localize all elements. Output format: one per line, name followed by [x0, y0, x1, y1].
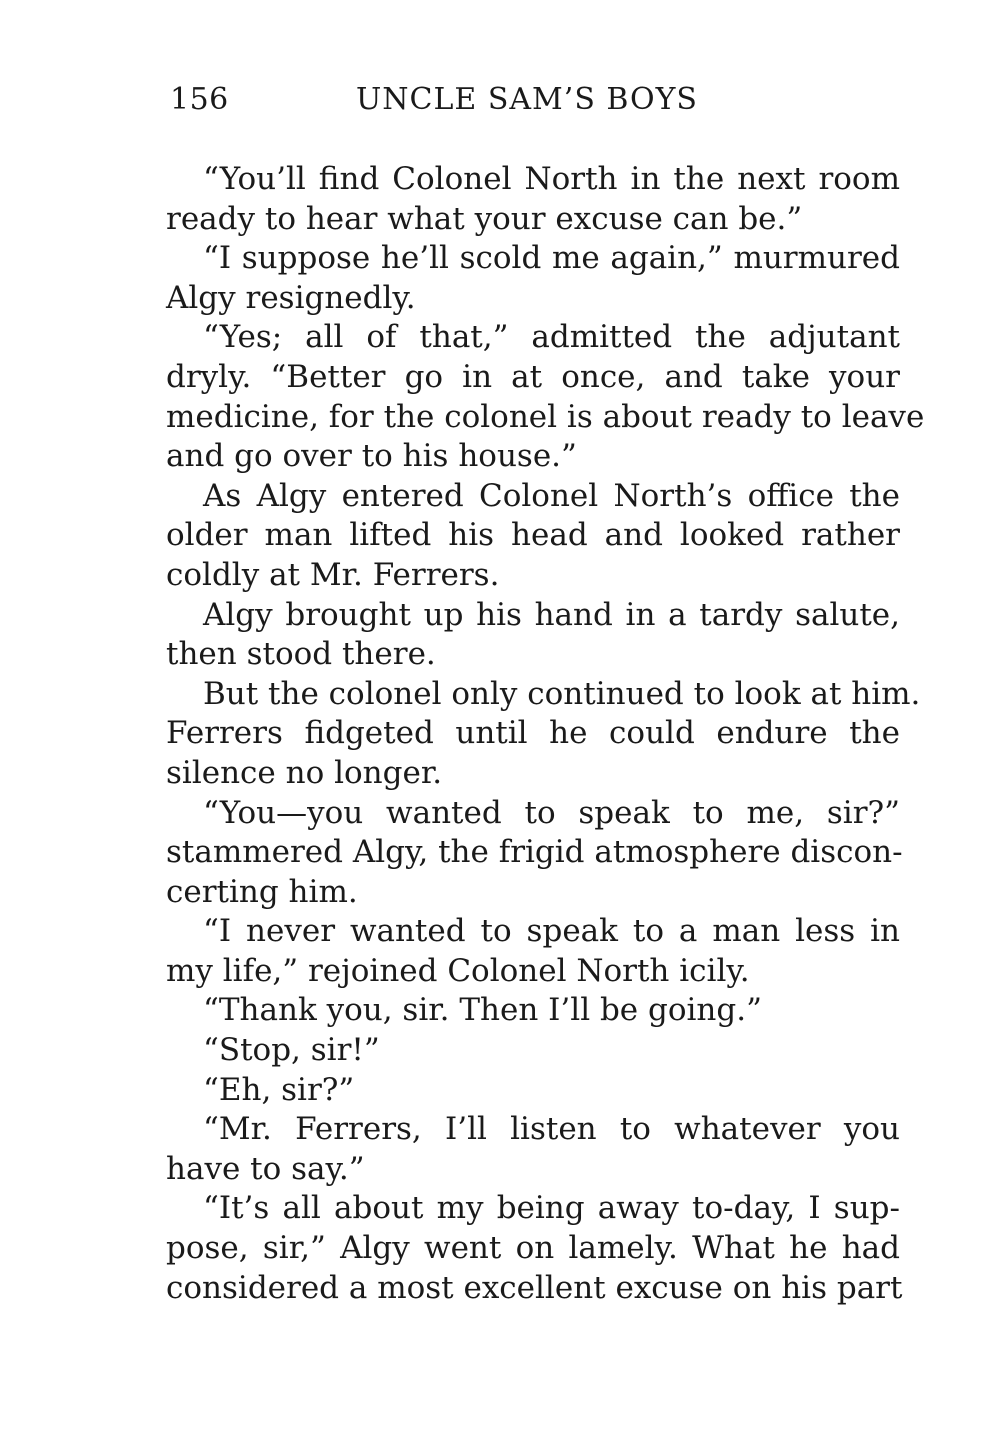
text-line: “You’ll find Colonel North in the next room	[203, 161, 900, 197]
text-line: As Algy entered Colonel North’s office the	[203, 477, 900, 514]
text-line: “Mr. Ferrers, I’ll listen to whatever you	[203, 1111, 900, 1148]
text-line: then stood there.	[166, 636, 436, 673]
text-line: “Yes; all of that,” admitted the adjutant	[203, 319, 900, 356]
text-line: “I suppose he’ll scold me again,” murmured	[203, 240, 900, 277]
text-line: stammered Algy, the frigid atmosphere discon-	[166, 834, 903, 871]
text-line: silence no longer.	[166, 754, 443, 791]
text-line: “Stop, sir!”	[203, 1032, 380, 1069]
running-title: UNCLE SAM’S BOYS	[356, 82, 698, 117]
text-line: Algy brought up his hand in a tardy salute,	[203, 596, 900, 633]
text-line: medicine, for the colonel is about ready to leave	[166, 398, 925, 435]
text-line: Algy resignedly.	[166, 279, 416, 316]
text-line: have to say.”	[166, 1150, 365, 1187]
text-line: “I never wanted to speak to a man less in	[203, 913, 900, 950]
text-line: pose, sir,” Algy went on lamely. What he had	[166, 1230, 900, 1267]
text-line: dryly. “Better go in at once, and take your	[166, 358, 900, 395]
text-line: older man lifted his head and looked rather	[166, 517, 900, 554]
text-line: and go over to his house.”	[166, 438, 577, 475]
text-line: considered a most excellent excuse on his part	[166, 1269, 903, 1306]
running-head	[170, 80, 730, 120]
text-line: But the colonel only continued to look at him.	[203, 675, 921, 712]
text-line: “Thank you, sir. Then I’ll be going.”	[203, 992, 762, 1029]
text-line: certing him.	[166, 873, 358, 910]
text-line: “Eh, sir?”	[203, 1071, 355, 1108]
text-line: coldly at Mr. Ferrers.	[166, 556, 500, 593]
page-number: 156	[170, 82, 229, 117]
text-line: “It’s all about my being away to-day, I sup-	[203, 1190, 900, 1227]
text-line: Ferrers fidgeted until he could endure the	[166, 715, 900, 752]
text-line: my life,” rejoined Colonel North icily.	[166, 952, 750, 989]
text-line: ready to hear what your excuse can be.”	[166, 200, 803, 237]
text-line: “You—you wanted to speak to me, sir?”	[203, 794, 900, 831]
body-text	[166, 160, 925, 1308]
